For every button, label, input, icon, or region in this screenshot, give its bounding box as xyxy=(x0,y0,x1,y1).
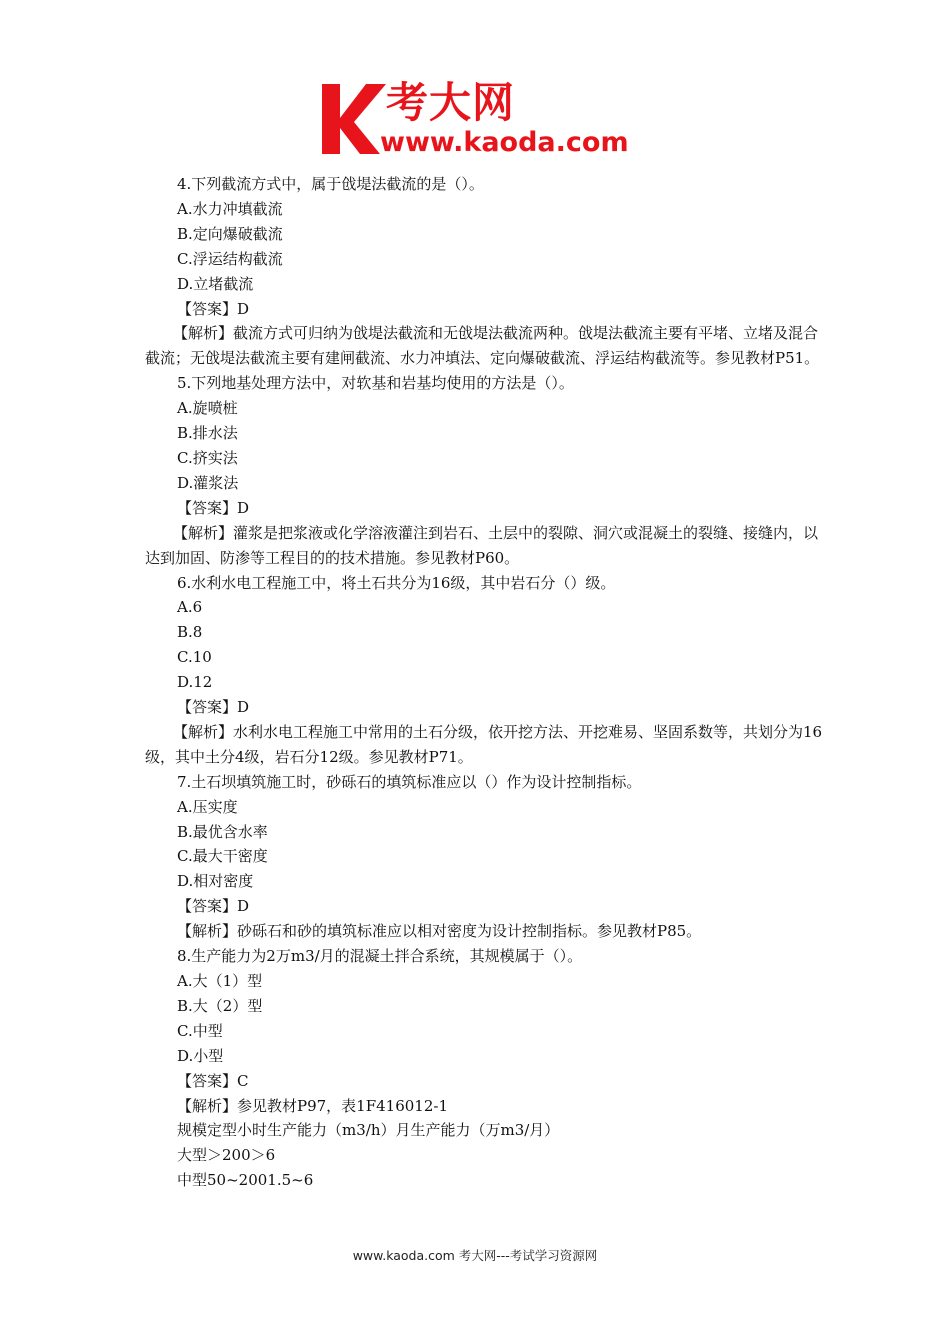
k-logo-icon xyxy=(318,80,388,158)
explanation-paragraph: 【解析】水利水电工程施工中常用的土石分级，依开挖方法、开挖难易、坚固系数等，共划分为16级，其中土分4级，岩石分12级。参见教材P71。 xyxy=(145,722,823,766)
option-line: D.立堵截流 xyxy=(177,274,254,293)
answer-line: 【答案】D xyxy=(177,498,250,517)
option-line: B.最优含水率 xyxy=(177,822,268,841)
logo-brand-url: www.kaoda.com xyxy=(380,127,629,158)
option-line: 规模定型小时生产能力（m3/h）月生产能力（万m3/月） xyxy=(177,1121,560,1140)
option-line: D.12 xyxy=(177,673,213,692)
option-line: C.10 xyxy=(177,648,212,667)
answer-line: 【答案】C xyxy=(177,1071,249,1090)
option-line: C.中型 xyxy=(177,1021,223,1040)
document-body xyxy=(145,172,825,1193)
option-line: A.6 xyxy=(177,598,203,617)
option-line: D.小型 xyxy=(177,1046,224,1065)
option-line: C.挤实法 xyxy=(177,448,238,467)
answer-line: 【答案】D xyxy=(177,299,250,318)
option-line: B.8 xyxy=(177,623,203,642)
option-line: A.大（1）型 xyxy=(177,972,263,990)
answer-line: 【答案】D xyxy=(177,698,250,717)
explanation-paragraph: 【解析】截流方式可归纳为戗堤法截流和无戗堤法截流两种。戗堤法截流主要有平堵、立堵及混合截流；无戗堤法截流主要有建闸截流、水力冲填法、定向爆破截流、浮运结构截流等。参见教材P51。 xyxy=(145,324,820,368)
question-stem: 8.生产能力为2万m3/月的混凝土拌合系统，其规模属于（）。 xyxy=(177,947,583,966)
page-footer: www.kaoda.com 考大网---考试学习资源网 xyxy=(352,1248,598,1263)
option-line: A.压实度 xyxy=(177,797,238,816)
kaoda-logo xyxy=(318,78,638,160)
explanation-paragraph: 【解析】灌浆是把浆液或化学溶液灌注到岩石、土层中的裂隙、洞穴或混凝土的裂缝、接缝内，以达到加固、防渗等工程目的的技术措施。参见教材P60。 xyxy=(145,523,819,567)
option-line: B.定向爆破截流 xyxy=(177,224,283,243)
question-stem: 5.下列地基处理方法中，对软基和岩基均使用的方法是（）。 xyxy=(177,374,574,393)
answer-line: 【解析】砂砾石和砂的填筑标准应以相对密度为设计控制指标。参见教材P85。 xyxy=(177,922,702,941)
option-line: 大型＞200＞6 xyxy=(177,1146,276,1165)
question-stem: 7.土石坝填筑施工时，砂砾石的填筑标准应以（）作为设计控制指标。 xyxy=(177,772,642,791)
answer-line: 【答案】D xyxy=(177,897,250,916)
option-line: A.水力冲填截流 xyxy=(177,199,283,218)
option-line: 中型50~2001.5~6 xyxy=(177,1171,314,1190)
question-stem: 4.下列截流方式中，属于戗堤法截流的是（）。 xyxy=(177,175,484,193)
option-line: A.旋喷桩 xyxy=(177,399,238,418)
option-line: D.相对密度 xyxy=(177,872,254,891)
answer-line: 【解析】参见教材P97，表1F416012-1 xyxy=(177,1096,449,1115)
option-line: C.浮运结构截流 xyxy=(177,249,283,268)
option-line: C.最大干密度 xyxy=(177,847,268,866)
option-line: D.灌浆法 xyxy=(177,473,239,492)
option-line: B.大（2）型 xyxy=(177,996,263,1015)
logo-brand-cn: 考大网 xyxy=(386,78,516,127)
question-stem: 6.水利水电工程施工中，将土石共分为16级，其中岩石分（）级。 xyxy=(177,573,616,592)
option-line: B.排水法 xyxy=(177,424,238,443)
